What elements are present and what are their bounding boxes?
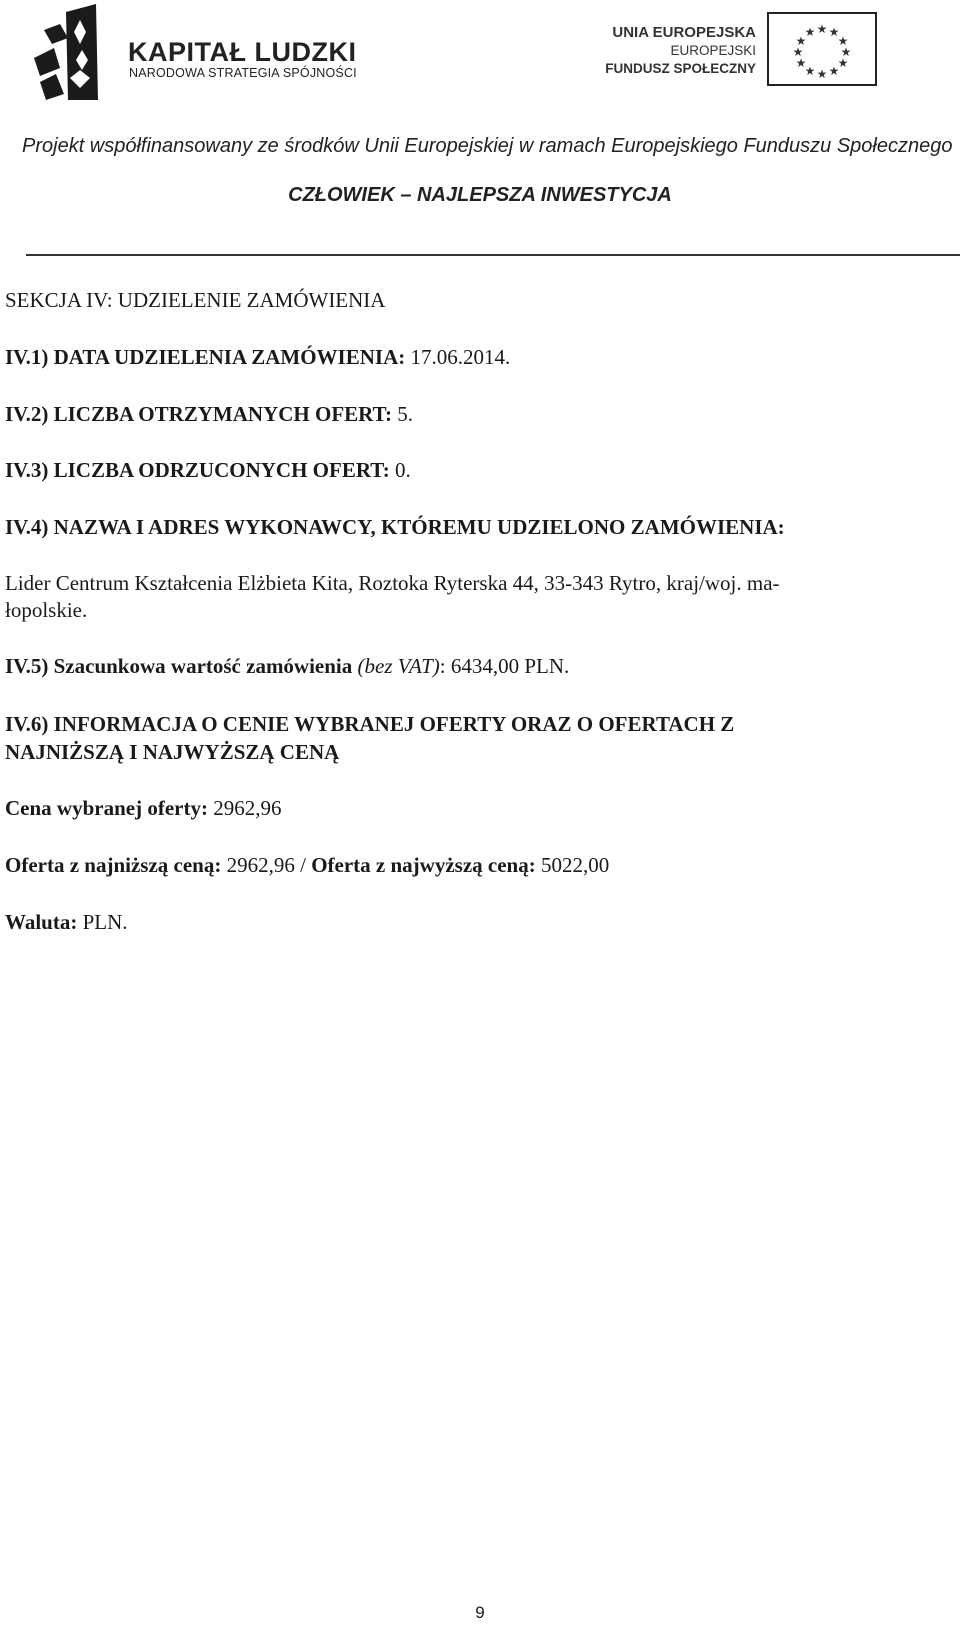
price-range-row xyxy=(5,852,609,878)
svg-text:★: ★ xyxy=(804,25,816,39)
iv6-heading-line1: IV.6) INFORMACJA O CENIE WYBRANEJ OFERTY ORAZ O OFERTACH Z xyxy=(5,712,735,736)
iv1-value: 17.06.2014. xyxy=(405,345,511,369)
cofinance-statement: Projekt współfinansowany ze środków Unii Europejskiej w ramach Europejskiego Funduszu Społecznego xyxy=(22,135,953,157)
iv3-label: IV.3) LICZBA ODRZUCONYCH OFERT: xyxy=(5,458,390,482)
svg-text:★: ★ xyxy=(840,45,852,59)
svg-text:★: ★ xyxy=(837,56,849,70)
currency-value: PLN. xyxy=(77,910,128,934)
svg-text:★: ★ xyxy=(804,64,816,78)
highest-price-value: 5022,00 xyxy=(535,853,610,877)
svg-text:★: ★ xyxy=(828,64,840,78)
selected-price-row xyxy=(5,795,281,821)
iv5-value: : 6434,00 PLN. xyxy=(439,654,570,678)
iv2-label: IV.2) LICZBA OTRZYMANYCH OFERT: xyxy=(5,402,393,426)
iv4-value-line2: łopolskie. xyxy=(5,598,88,622)
header-divider xyxy=(26,254,960,256)
iv4-value-line1: Lider Centrum Kształcenia Elżbieta Kita, Roztoka Ryterska 44, 33-343 Rytro, kraj/woj. ma- xyxy=(5,571,780,595)
svg-text:★: ★ xyxy=(795,34,807,48)
iv6-heading-line2: NAJNIŻSZĄ I NAJWYŻSZĄ CENĄ xyxy=(5,740,340,764)
currency-row xyxy=(5,909,128,935)
lowest-price-value: 2962,96 / xyxy=(221,853,312,877)
svg-text:★: ★ xyxy=(795,56,807,70)
iv4-label: IV.4) NAZWA I ADRES WYKONAWCY, KTÓREMU UDZIELONO ZAMÓWIENIA: xyxy=(5,515,785,539)
kapital-ludzki-emblem-icon xyxy=(30,4,130,104)
iv1-row xyxy=(5,344,510,370)
eu-line3: FUNDUSZ SPOŁECZNY xyxy=(605,61,756,76)
motto: CZŁOWIEK – NAJLEPSZA INWESTYCJA xyxy=(288,184,672,206)
page-number: 9 xyxy=(475,1603,485,1622)
eu-flag xyxy=(767,12,877,86)
kapital-ludzki-title: KAPITAŁ LUDZKI xyxy=(128,37,357,67)
eu-line2: EUROPEJSKI xyxy=(670,43,756,58)
selected-price-label: Cena wybranej oferty: xyxy=(5,796,208,820)
svg-text:★: ★ xyxy=(837,34,849,48)
svg-text:★: ★ xyxy=(816,67,828,81)
iv1-label: IV.1) DATA UDZIELENIA ZAMÓWIENIA: xyxy=(5,345,406,369)
svg-text:★: ★ xyxy=(792,45,804,59)
selected-price-value: 2962,96 xyxy=(207,796,282,820)
iv5-note: (bez VAT) xyxy=(352,654,440,678)
section-title: SEKCJA IV: UDZIELENIE ZAMÓWIENIA xyxy=(5,288,386,312)
highest-price-label: Oferta z najwyższą ceną: xyxy=(311,853,536,877)
iv5-row xyxy=(5,653,569,679)
iv3-row xyxy=(5,457,411,483)
iv3-value: 0. xyxy=(389,458,411,482)
svg-text:★: ★ xyxy=(828,25,840,39)
eu-line1: UNIA EUROPEJSKA xyxy=(612,24,756,41)
lowest-price-label: Oferta z najniższą ceną: xyxy=(5,853,222,877)
iv2-value: 5. xyxy=(392,402,414,426)
iv5-label: IV.5) Szacunkowa wartość zamówienia xyxy=(5,654,353,678)
iv2-row xyxy=(5,401,413,427)
currency-label: Waluta: xyxy=(5,910,78,934)
svg-text:★: ★ xyxy=(816,22,828,36)
kapital-ludzki-subtitle: NARODOWA STRATEGIA SPÓJNOŚCI xyxy=(129,66,357,80)
eu-stars-icon xyxy=(769,14,875,84)
